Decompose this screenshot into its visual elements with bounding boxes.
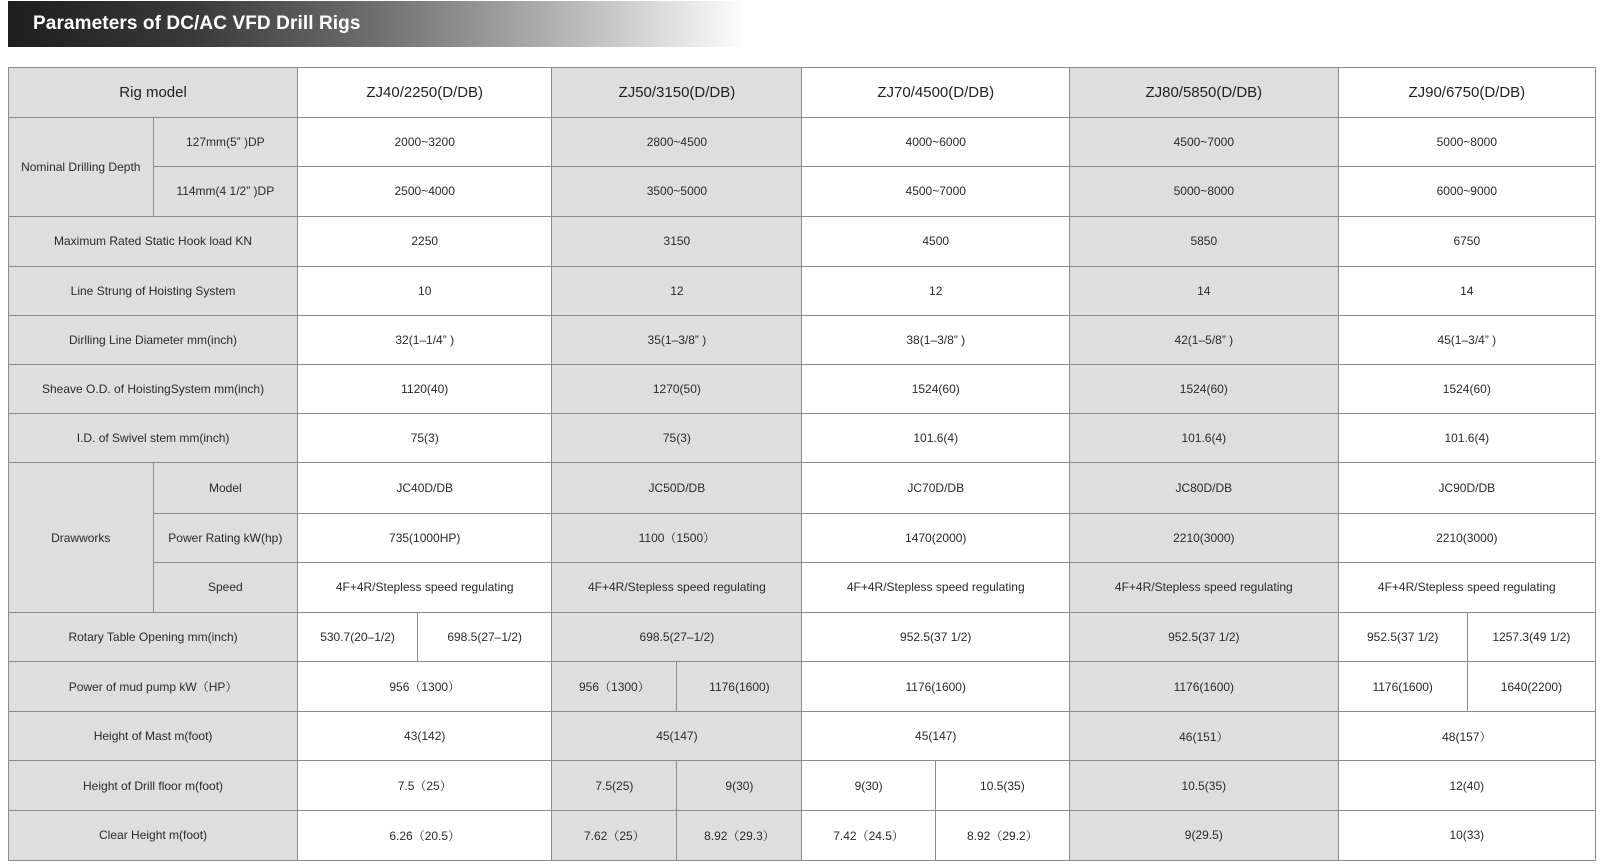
table-row — [9, 118, 1596, 167]
swivel-label: I.D. of Swivel stem mm(inch) — [9, 414, 298, 463]
table-cell: JC40D/DB — [298, 463, 552, 513]
table-cell: 75(3) — [552, 414, 802, 463]
drawworks-speed-label: Speed — [153, 562, 298, 612]
table-cell: 14 — [1338, 266, 1595, 315]
table-cell: 3500~5000 — [552, 167, 802, 216]
table-cell: 45(1–3/4” ) — [1338, 315, 1595, 364]
table-cell: 735(1000HP) — [298, 513, 552, 562]
table-cell: 101.6(4) — [1070, 414, 1339, 463]
table-row — [9, 712, 1596, 761]
table-cell: 5850 — [1070, 216, 1339, 266]
table-cell: 48(157） — [1338, 712, 1595, 761]
table-row — [9, 810, 1596, 860]
table-row — [9, 266, 1596, 315]
table-cell: 10.5(35) — [935, 761, 1069, 810]
table-cell: JC70D/DB — [802, 463, 1070, 513]
table-cell: 9(30) — [677, 761, 802, 810]
table-cell: 956（1300） — [552, 662, 677, 712]
header-model-zj70: ZJ70/4500(D/DB) — [802, 68, 1070, 118]
table-cell: 4F+4R/Stepless speed regulating — [552, 562, 802, 612]
header-model-zj40: ZJ40/2250(D/DB) — [298, 68, 552, 118]
table-cell: 2800~4500 — [552, 118, 802, 167]
table-cell: 952.5(37 1/2) — [1070, 612, 1339, 661]
table-cell: 4F+4R/Stepless speed regulating — [1338, 562, 1595, 612]
table-cell: 32(1–1/4” ) — [298, 315, 552, 364]
table-cell: 2500~4000 — [298, 167, 552, 216]
table-row — [9, 761, 1596, 810]
table-cell: 45(147) — [802, 712, 1070, 761]
table-cell: 4500 — [802, 216, 1070, 266]
table-cell: 7.5（25） — [298, 761, 552, 810]
drawworks-power-label: Power Rating kW(hp) — [153, 513, 298, 562]
table-cell: 530.7(20–1/2) — [298, 612, 418, 661]
table-cell: 45(147) — [552, 712, 802, 761]
table-cell: 46(151） — [1070, 712, 1339, 761]
table-cell: 1470(2000) — [802, 513, 1070, 562]
table-cell: 4500~7000 — [1070, 118, 1339, 167]
table-cell: 4000~6000 — [802, 118, 1070, 167]
table-cell: 1524(60) — [1338, 365, 1595, 414]
table-row — [9, 463, 1596, 513]
table-cell: 2250 — [298, 216, 552, 266]
table-cell: 14 — [1070, 266, 1339, 315]
table-cell: 4500~7000 — [802, 167, 1070, 216]
table-cell: 5000~8000 — [1070, 167, 1339, 216]
table-row — [9, 315, 1596, 364]
table-cell: 12(40) — [1338, 761, 1595, 810]
table-cell: 1524(60) — [1070, 365, 1339, 414]
table-cell: 2210(3000) — [1338, 513, 1595, 562]
table-cell: 6.26（20.5） — [298, 810, 552, 860]
depth-sub2-label: 114mm(4 1/2” )DP — [153, 167, 298, 216]
table-cell: 7.5(25) — [552, 761, 677, 810]
table-row — [9, 662, 1596, 712]
table-row — [9, 513, 1596, 562]
table-cell: 42(1–5/8” ) — [1070, 315, 1339, 364]
table-cell: 4F+4R/Stepless speed regulating — [1070, 562, 1339, 612]
table-row — [9, 414, 1596, 463]
table-cell: 9(30) — [802, 761, 935, 810]
table-cell: 10(33) — [1338, 810, 1595, 860]
table-cell: 2210(3000) — [1070, 513, 1339, 562]
table-cell: 10 — [298, 266, 552, 315]
drawworks-label: Drawworks — [9, 463, 154, 613]
table-cell: 38(1–3/8” ) — [802, 315, 1070, 364]
table-cell: 8.92（29.3） — [677, 810, 802, 860]
table-cell: 956（1300） — [298, 662, 552, 712]
table-cell: 698.5(27–1/2) — [418, 612, 552, 661]
table-cell: 1640(2200) — [1467, 662, 1595, 712]
drawworks-model-label: Model — [153, 463, 298, 513]
table-cell: 9(29.5) — [1070, 810, 1339, 860]
table-cell: 1100（1500） — [552, 513, 802, 562]
header-rig-model: Rig model — [9, 68, 298, 118]
table-cell: 6000~9000 — [1338, 167, 1595, 216]
table-cell: 1524(60) — [802, 365, 1070, 414]
drill-floor-label: Height of Drill floor m(foot) — [9, 761, 298, 810]
table-cell: JC90D/DB — [1338, 463, 1595, 513]
table-cell: 5000~8000 — [1338, 118, 1595, 167]
table-row — [9, 562, 1596, 612]
header-model-zj90: ZJ90/6750(D/DB) — [1338, 68, 1595, 118]
table-cell: 35(1–3/8” ) — [552, 315, 802, 364]
depth-sub1-label: 127mm(5” )DP — [153, 118, 298, 167]
table-cell: 8.92（29.2） — [935, 810, 1069, 860]
table-cell: 1176(1600) — [677, 662, 802, 712]
clear-height-label: Clear Height m(foot) — [9, 810, 298, 860]
parameters-table — [8, 67, 1596, 861]
table-cell: 1176(1600) — [802, 662, 1070, 712]
depth-label: Nominal Drilling Depth — [9, 118, 154, 216]
table-row — [9, 612, 1596, 661]
table-cell: 4F+4R/Stepless speed regulating — [298, 562, 552, 612]
table-cell: JC80D/DB — [1070, 463, 1339, 513]
table-cell: 1176(1600) — [1338, 662, 1467, 712]
table-cell: 1120(40) — [298, 365, 552, 414]
table-cell: 101.6(4) — [802, 414, 1070, 463]
table-cell: 12 — [552, 266, 802, 315]
table-cell: 952.5(37 1/2) — [802, 612, 1070, 661]
table-row — [9, 216, 1596, 266]
table-cell: 7.42（24.5） — [802, 810, 935, 860]
line-strung-label: Line Strung of Hoisting System — [9, 266, 298, 315]
table-cell: 101.6(4) — [1338, 414, 1595, 463]
table-cell: 12 — [802, 266, 1070, 315]
table-cell: 3150 — [552, 216, 802, 266]
rotary-label: Rotary Table Opening mm(inch) — [9, 612, 298, 661]
table-cell: 698.5(27–1/2) — [552, 612, 802, 661]
sheave-label: Sheave O.D. of HoistingSystem mm(inch) — [9, 365, 298, 414]
table-cell: 2000~3200 — [298, 118, 552, 167]
table-cell: 75(3) — [298, 414, 552, 463]
table-row — [9, 365, 1596, 414]
table-cell: 10.5(35) — [1070, 761, 1339, 810]
table-cell: JC50D/DB — [552, 463, 802, 513]
title-bar — [8, 1, 748, 47]
mast-label: Height of Mast m(foot) — [9, 712, 298, 761]
line-diameter-label: Dirlling Line Diameter mm(inch) — [9, 315, 298, 364]
page-title: Parameters of DC/AC VFD Drill Rigs — [33, 13, 361, 34]
mud-pump-label: Power of mud pump kW（HP） — [9, 662, 298, 712]
table-row — [9, 167, 1596, 216]
table-cell: 43(142) — [298, 712, 552, 761]
table-cell: 7.62（25） — [552, 810, 677, 860]
header-row — [9, 68, 1596, 118]
table-cell: 1176(1600) — [1070, 662, 1339, 712]
table-cell: 1270(50) — [552, 365, 802, 414]
table-cell: 6750 — [1338, 216, 1595, 266]
table-cell: 1257.3(49 1/2) — [1467, 612, 1595, 661]
table-cell: 952.5(37 1/2) — [1338, 612, 1467, 661]
header-model-zj80: ZJ80/5850(D/DB) — [1070, 68, 1339, 118]
header-model-zj50: ZJ50/3150(D/DB) — [552, 68, 802, 118]
table-cell: 4F+4R/Stepless speed regulating — [802, 562, 1070, 612]
hook-load-label: Maximum Rated Static Hook load KN — [9, 216, 298, 266]
